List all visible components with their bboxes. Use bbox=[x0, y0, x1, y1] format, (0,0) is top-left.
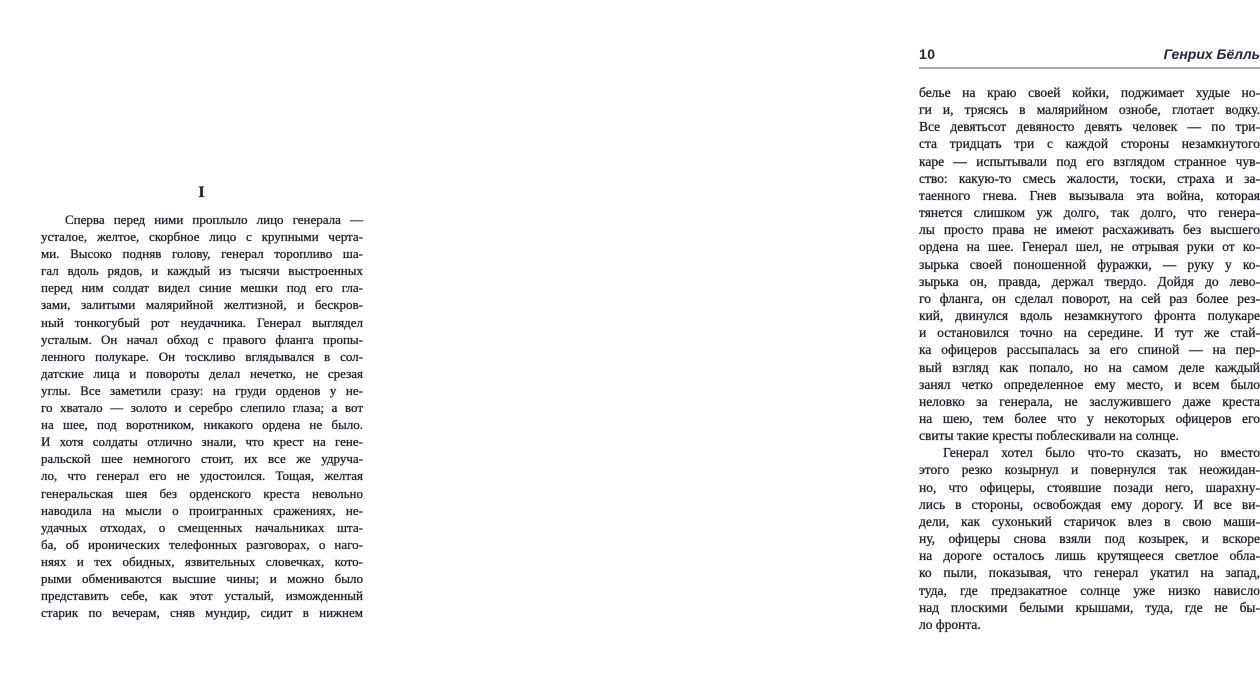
text-line: зами, залитыми малярийной желтизной, и бескров- bbox=[41, 297, 363, 313]
text-line: на шее, под воротником, никакого ордена не было. bbox=[41, 417, 363, 433]
text-line: дели, как сухонький старичок влез в свою маши- bbox=[919, 513, 1260, 529]
text-line: датские лица и повороты делал нечетко, не срезая bbox=[41, 365, 363, 381]
text-line: ста тридцать три с каждой стороны незамкнутого bbox=[919, 136, 1260, 152]
chapter-number: I bbox=[198, 184, 206, 201]
text-line: го фланга, он сделал поворот, на сей раз более рез- bbox=[919, 290, 1260, 306]
text-line: старик по вечерам, сняв мундир, сидит в нижнем bbox=[41, 605, 363, 621]
text-line: этого резко козырнул и повернулся так неожидан- bbox=[919, 462, 1260, 478]
text-line: ство: какую-то смесь жалости, тоски, страха и за- bbox=[919, 170, 1260, 186]
text-line: кий, двинулся вдоль незамкнутого фронта полукаре bbox=[919, 308, 1260, 324]
text-line: перед ним солдат видел синие мешки под его гла- bbox=[41, 280, 363, 296]
text-line: но, что офицеры, стоявшие позади него, шарахну- bbox=[919, 479, 1260, 495]
text-line: ральской шее немногого стоит, их все же удруча- bbox=[41, 451, 363, 467]
text-line: генеральская шея без орденского креста невольно bbox=[41, 485, 363, 501]
text-line: неловко за генерала, не заслужившего даже креста bbox=[919, 393, 1260, 409]
text-line: няях и тех обидных, язвительных словечках, кото- bbox=[41, 553, 363, 569]
text-line: ми. Высоко подняв голову, генерал торопливо ша- bbox=[41, 246, 363, 262]
text-line: лы просто права не имеют расхаживать без высшего bbox=[919, 222, 1260, 238]
text-line: ну, офицеры снова взяли под козырек, и вскоре bbox=[919, 531, 1260, 547]
right-page-text bbox=[919, 84, 1260, 633]
text-line: представить себе, как этот усталый, изможденный bbox=[41, 588, 363, 604]
text-line: зырька он, правда, держал твердо. Дойдя до лево- bbox=[919, 273, 1260, 289]
text-line: рыми обмениваются высшие чины; и можно было bbox=[41, 570, 363, 586]
text-line: усталым. Он начал обход с правого фланга пропы- bbox=[41, 331, 363, 347]
text-line: занял четко определенное ему место, и всем было bbox=[919, 376, 1260, 392]
text-line: ло фронта. bbox=[919, 616, 981, 632]
text-line: ка офицеров рассыпалась за его спиной — на пер- bbox=[919, 342, 1260, 358]
text-line: гал вдоль рядов, и каждый из тысячи выстроенных bbox=[41, 263, 363, 279]
text-line: лись в стороны, освобождая ему дорогу. И все ви- bbox=[919, 496, 1260, 512]
text-line: наводила на мысли о проигранных сражениях, не- bbox=[41, 502, 363, 518]
text-line: на дороге осталось лишь крутящееся светлое обла- bbox=[919, 548, 1260, 564]
text-line: зырька своей поношенной фуражки, — руку у ко- bbox=[919, 256, 1260, 272]
text-line: ба, об иронических телефонных разговорах, о наго- bbox=[41, 536, 363, 552]
left-page-text bbox=[41, 211, 363, 621]
text-line: над плоскими белыми крышами, туда, где не бы- bbox=[919, 599, 1260, 615]
text-line: ленного полукаре. Он тоскливо вглядывался в сол- bbox=[41, 348, 363, 364]
text-line: го хватало — золото и серебро слепило глаза; а вот bbox=[41, 400, 363, 416]
text-line: ги и, трясясь в малярийном ознобе, глотает водку. bbox=[919, 102, 1260, 118]
text-line: ордена на шее. Генерал шел, не отрывая руки от ко- bbox=[919, 239, 1260, 255]
right-page bbox=[422, 0, 1260, 693]
text-line: ло, что генерал его не удостоился. Тощая, желтая bbox=[41, 468, 363, 484]
page-number: 10 bbox=[919, 46, 936, 62]
text-line: каре — испытывали под его взглядом странное чув- bbox=[919, 153, 1260, 169]
text-line: Сперва перед ними проплыло лицо генерала — bbox=[65, 212, 363, 227]
text-line: туда, где предзакатное солнце уже низко нависло bbox=[919, 582, 1260, 598]
text-line: свиты такие кресты поблескивали на солнце. bbox=[919, 428, 1179, 444]
text-line: И хотя солдаты отлично знали, что крест на гене- bbox=[41, 434, 363, 450]
text-line: усталое, желтое, скорбное лицо с крупными черта- bbox=[41, 229, 363, 245]
left-page bbox=[0, 0, 422, 693]
text-line: и остановился точно на середине. И тут же стай- bbox=[919, 325, 1260, 341]
running-head-author: Генрих Бёлль bbox=[1163, 46, 1260, 62]
text-line: Генерал хотел было что-то сказать, но вместо bbox=[943, 445, 1260, 461]
text-line: удачных отходах, о смещенных начальниках шта- bbox=[41, 519, 363, 535]
text-line: белье на краю своей койки, поджимает худые но- bbox=[919, 85, 1260, 100]
text-line: на шею, тем более что у некоторых офицеров его bbox=[919, 410, 1260, 426]
text-line: тянется слишком уж долго, так долго, что генера- bbox=[919, 205, 1260, 221]
text-line: ный тонкогубый рот неудачника. Генерал выглядел bbox=[41, 314, 363, 330]
text-line: ко пыли, показывая, что генерал укатил на запад, bbox=[919, 565, 1260, 581]
text-line: углы. Все заметили сразу: на груди орденов у не- bbox=[41, 382, 363, 398]
text-line: Все девятьсот девяносто девять человек — по три- bbox=[919, 119, 1260, 135]
text-line: вый взгляд как попало, но на самом деле каждый bbox=[919, 359, 1260, 375]
running-head bbox=[919, 46, 1260, 69]
text-line: таенного гнева. Гнев вызывала эта война, которая bbox=[919, 187, 1260, 203]
